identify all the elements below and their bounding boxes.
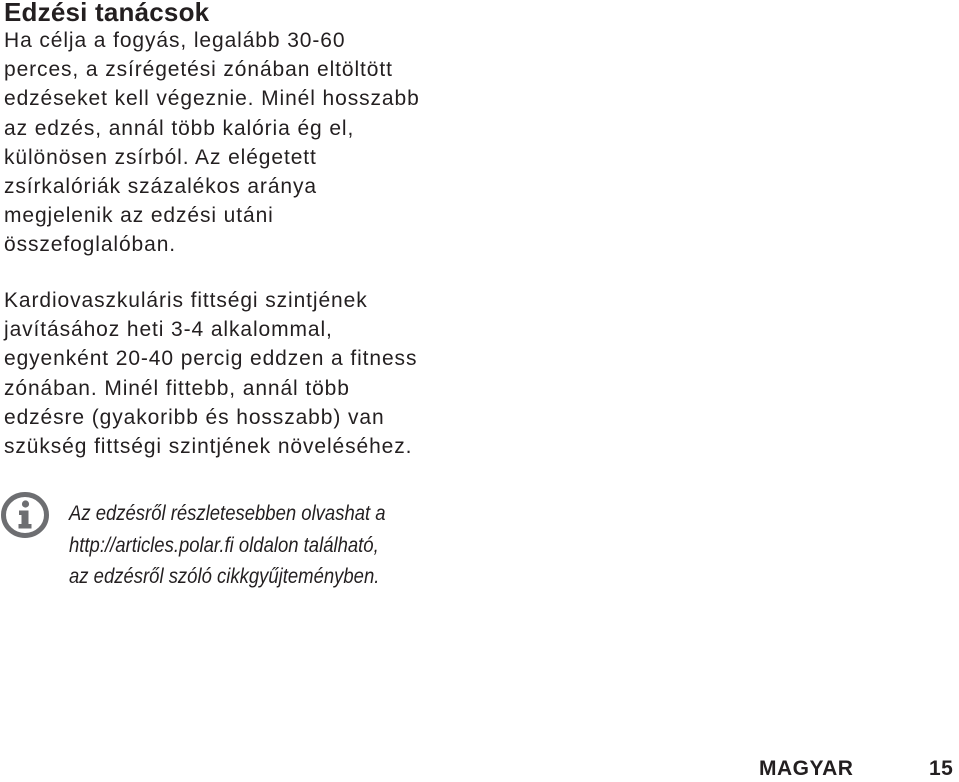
paragraph-line: zónában. Minél fittebb, annál több <box>4 376 350 400</box>
page-number: 15 <box>929 757 954 780</box>
paragraph-line: megjelenik az edzési utáni <box>4 204 274 228</box>
paragraph-cardio-fitness <box>4 286 417 461</box>
paragraph-line: edzéseket kell végeznie. Minél hosszabb <box>4 87 420 111</box>
paragraph-line: Kardiovaszkuláris fittségi szintjének <box>4 289 368 312</box>
info-note <box>69 498 386 593</box>
paragraph-line: edzésre (gyakoribb és hosszabb) van <box>4 405 385 429</box>
paragraph-line: perces, a zsírégetési zónában eltöltött <box>4 58 393 82</box>
paragraph-line: egyenként 20-40 percig eddzen a fitness <box>4 347 418 371</box>
paragraph-line: zsírkalóriák százalékos aránya <box>4 175 317 199</box>
paragraph-line: szükség fittségi szintjének növeléséhez. <box>4 435 413 459</box>
paragraph-line: az edzés, annál több kalória ég el, <box>4 116 355 140</box>
paragraph-line: különösen zsírból. Az elégetett <box>4 145 317 169</box>
paragraph-line: javításához heti 3-4 alkalommal, <box>4 318 333 342</box>
footer-language: MAGYAR <box>759 757 854 780</box>
paragraph-weight-loss <box>4 26 420 260</box>
note-line: az edzésről szóló cikkgyűjteményben. <box>69 564 380 588</box>
note-line: Az edzésről részletesebben olvashat a <box>69 501 386 525</box>
paragraph-line: összefoglalóban. <box>4 233 177 257</box>
note-line-url: http://articles.polar.fi oldalon található, <box>69 532 379 557</box>
info-icon <box>0 491 50 539</box>
paragraph-line: Ha célja a fogyás, legalább 30-60 <box>4 29 346 52</box>
section-title: Edzési tanácsok <box>4 0 210 27</box>
